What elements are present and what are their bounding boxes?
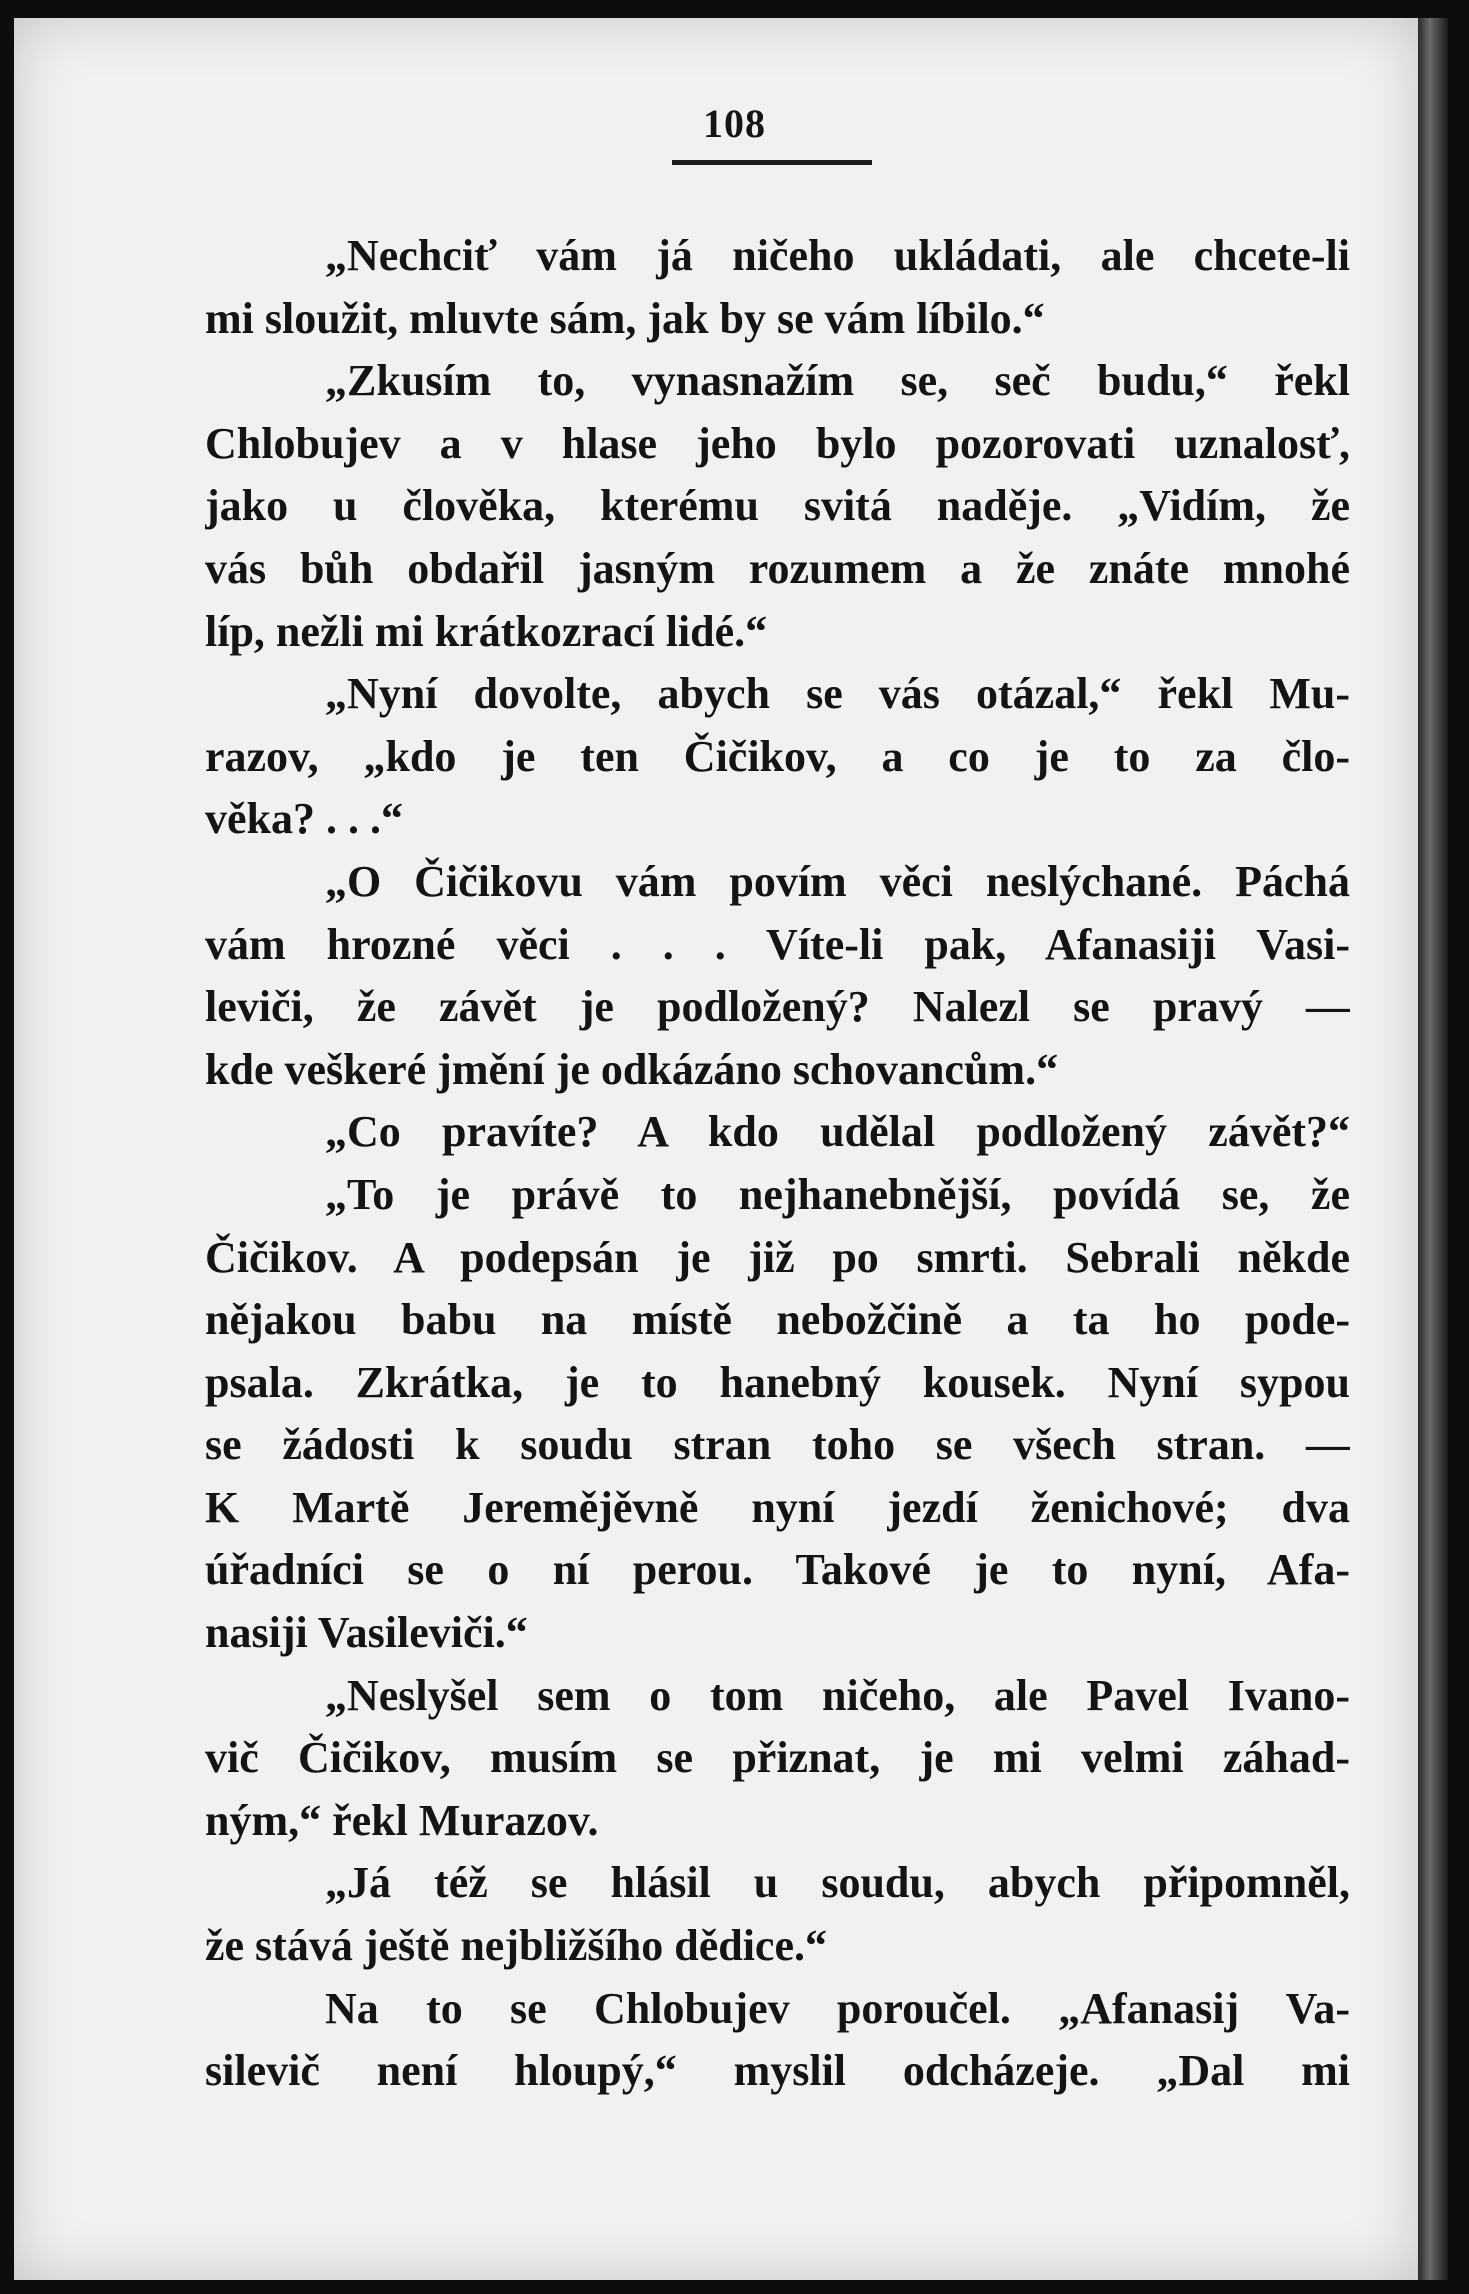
text-line: Chlobujev a v hlase jeho bylo pozorovati uznalosť,	[205, 418, 1350, 468]
header-rule	[672, 160, 872, 165]
text-line: jako u člověka, kterému svitá naděje. „Vidím, že	[205, 481, 1350, 531]
text-line: „Zkusím to, vynasnažím se, seč budu,“ řekl	[325, 356, 1350, 406]
text-line: „To je právě to nejhanebnější, povídá se, že	[325, 1169, 1350, 1219]
text-line: Čičikov. A podepsán je již po smrti. Sebrali někde	[205, 1232, 1350, 1282]
text-line: nějakou babu na místě nebožčině a ta ho pode-	[205, 1295, 1350, 1345]
text-line: „Co pravíte? A kdo udělal podložený závět?“	[325, 1107, 1350, 1157]
text-line: psala. Zkrátka, je to hanebný kousek. Nyní sypou	[205, 1357, 1350, 1407]
text-line: věka? . . .“	[205, 794, 403, 844]
text-line: mi sloužit, mluvte sám, jak by se vám líbilo.“	[205, 293, 1045, 343]
text-line: leviči, že závět je podložený? Nalezl se pravý —	[205, 982, 1350, 1032]
text-line: ným,“ řekl Murazov.	[205, 1795, 599, 1845]
text-line: razov, „kdo je ten Čičikov, a co je to za člo-	[205, 731, 1350, 781]
text-line: se žádosti k soudu stran toho se všech stran. —	[205, 1420, 1350, 1470]
text-line: že stává ještě nejbližšího dědice.“	[205, 1921, 827, 1971]
text-line: „Nyní dovolte, abych se vás otázal,“ řekl Mu-	[325, 669, 1350, 719]
text-line: líp, nežli mi krátkozrací lidé.“	[205, 606, 768, 656]
text-line: vič Čičikov, musím se přiznat, je mi velmi záhad-	[205, 1733, 1350, 1783]
text-line: „O Čičikovu vám povím věci neslýchané. Páchá	[325, 856, 1350, 906]
text-line: vás bůh obdařil jasným rozumem a že znáte mnohé	[205, 543, 1350, 593]
text-line: „Neslyšel sem o tom ničeho, ale Pavel Ivano-	[325, 1670, 1350, 1720]
text-line: kde veškeré jmění je odkázáno schovancům.“	[205, 1044, 1059, 1094]
text-line: úřadníci se o ní perou. Takové je to nyní, Afa-	[205, 1545, 1350, 1595]
text-line: Na to se Chlobujev poroučel. „Afanasij Va-	[325, 1983, 1350, 2033]
page-edge	[1418, 18, 1448, 2280]
text-line: nasiji Vasileviči.“	[205, 1608, 528, 1658]
text-line: „Já též se hlásil u soudu, abych připomněl,	[325, 1858, 1350, 1908]
text-line: „Nechciť vám já ničeho ukládati, ale chcete-li	[325, 231, 1350, 280]
page-number: 108	[703, 101, 766, 146]
body-text	[205, 225, 1350, 2103]
text-line: vám hrozné věci . . . Víte-li pak, Afanasiji Vasi-	[205, 919, 1350, 969]
text-line: K Martě Jeremějěvně nyní jezdí ženichové; dva	[205, 1482, 1350, 1532]
text-line: silevič není hloupý,“ myslil odcházeje. „Dal mi	[205, 2046, 1350, 2096]
